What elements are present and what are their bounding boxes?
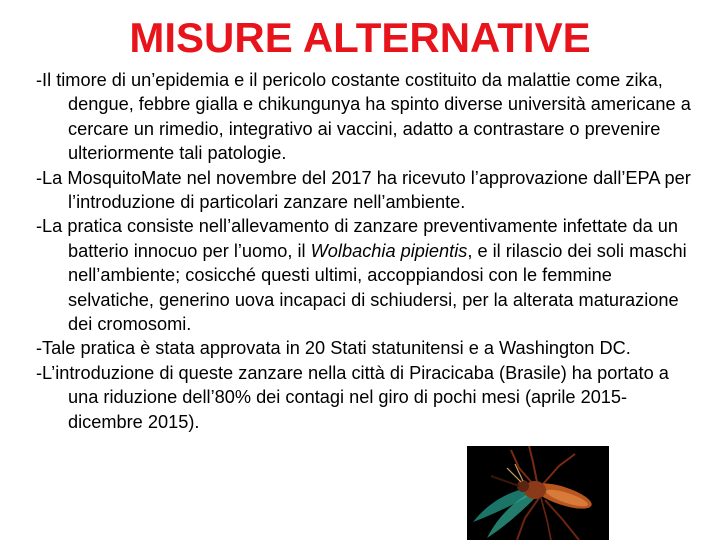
paragraph-epidemic-fear: -Il timore di un’epidemia e il pericolo costante costituito da malattie come zika, dengue, febbre gialla e chikungunya ha spinto diverse università americane a cercare un rimedio, integrativo ai vaccini, adatto a contrastare o prevenire ulteriormente tali patologie. bbox=[36, 70, 691, 164]
wolbachia-species-name: Wolbachia pipientis bbox=[310, 240, 468, 261]
body-text bbox=[36, 68, 696, 434]
slide-title: MISURE ALTERNATIVE bbox=[129, 14, 591, 61]
paragraph-mosquitomate: -La MosquitoMate nel novembre del 2017 ha ricevuto l’approvazione dall’EPA per l’introduzione di particolari zanzare nell’ambiente. bbox=[36, 167, 691, 213]
paragraph-wolbachia-text-after: , e il rilascio dei soli maschi nell’ambiente; cosicché questi ultimi, accoppiandosi con le femmine selvatiche, generino uova incapaci di schiudersi, per la alterata maturazione dei cromosomi. bbox=[68, 240, 687, 335]
mosquito-icon bbox=[467, 446, 609, 540]
paragraph-approval-states: -Tale pratica è stata approvata in 20 Stati statunitensi e a Washington DC. bbox=[36, 338, 631, 359]
paragraph-piracicaba: -L’introduzione di queste zanzare nella città di Piracicaba (Brasile) ha portato a una riduzione dell’80% dei contagi nel giro di pochi mesi (aprile 2015-dicembre 2015). bbox=[36, 362, 669, 432]
paragraph-wolbachia-practice bbox=[36, 214, 696, 336]
paragraph-wolbachia-text-before: -La pratica consiste nell’allevamento di zanzare preventivamente infettate da un batterio innocuo per l’uomo, il bbox=[36, 216, 678, 261]
